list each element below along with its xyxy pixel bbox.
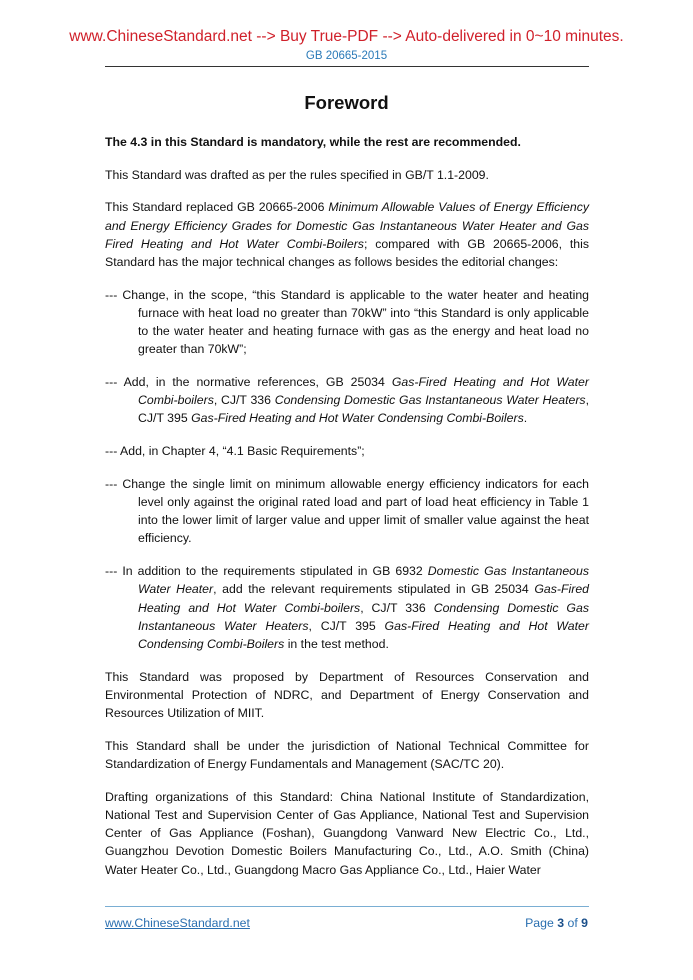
paragraph xyxy=(105,668,589,723)
paragraph xyxy=(105,788,589,879)
paragraph xyxy=(105,198,589,271)
text-segment: Drafting organizations of this Standard: China National Institute of Standardization, National Test and Supervision Center of Gas Appliance, National Test and Supervision Center of Gas Appliance (Foshan), Guangdong Vanward New Electric Co., Ltd., Guangzhou Devotion Domestic Boilers Manufacturing Co., Ltd., A.O. Smith (China) Water Heater Co., Ltd., Guangdong Macro Gas Appliance Co., Ltd., Haier Water xyxy=(105,789,589,877)
text-segment: --- Change, in the scope, “this Standard is applicable to the water heater and heating furnace with heat load no greater than 70kW” into “this Standard is only applicable to the water heater and heating furnace with gas as the energy and heat load no greater than 70kW”; xyxy=(105,287,589,357)
text-segment: --- Add, in the normative references, GB 25034 xyxy=(105,375,392,390)
text-segment: in the test method. xyxy=(284,636,389,651)
text-segment: , CJ/T 395 xyxy=(138,393,590,426)
list-item xyxy=(105,475,589,548)
text-segment: --- In addition to the requirements stipulated in GB 6932 xyxy=(105,564,428,579)
standard-title-text: Gas-Fired Heating and Hot Water Combi-boilers xyxy=(138,582,589,615)
page-prefix: Page xyxy=(525,916,558,930)
standard-title-text: Gas-Fired Heating and Hot Water Condensing Combi-Boilers xyxy=(191,411,524,426)
document-body xyxy=(105,133,589,893)
page-number xyxy=(525,916,588,930)
page-total: 9 xyxy=(581,916,588,930)
standard-title-text: Condensing Domestic Gas Instantaneous Water Heaters xyxy=(274,393,586,408)
text-segment: This Standard shall be under the jurisdiction of National Technical Committee for Standardization of Energy Fundamentals and Management (SAC/TC 20). xyxy=(105,738,589,771)
standard-title-text: Gas-Fired Heating and Hot Water Combi-boilers xyxy=(138,375,589,408)
promo-banner-link[interactable]: www.ChineseStandard.net --> Buy True-PDF --> Auto-delivered in 0~10 minutes. xyxy=(69,28,624,45)
page-current: 3 xyxy=(557,916,565,930)
header-divider xyxy=(105,66,589,67)
standard-title-text: Minimum Allowable Values of Energy Efficiency and Energy Efficiency Grades for Domestic Gas Instantaneous Water Heater and Gas Fired Heating and Hot Water Combi-Boilers xyxy=(105,200,589,251)
text-segment: , add the relevant requirements stipulated in GB 25034 xyxy=(213,582,535,597)
text-segment: , CJ/T 336 xyxy=(360,600,434,615)
footer-website-link[interactable]: www.ChineseStandard.net xyxy=(105,916,250,930)
list-item xyxy=(105,442,589,460)
page-of: of xyxy=(564,916,582,930)
standard-title-text: Gas-Fired Heating and Hot Water Condensing Combi-Boilers xyxy=(138,618,589,651)
paragraph xyxy=(105,166,589,184)
text-segment: --- Add, in Chapter 4, “4.1 Basic Requirements”; xyxy=(105,444,365,459)
text-segment: This Standard replaced GB 20665-2006 xyxy=(105,200,329,215)
text-segment: ; compared with GB 20665-2006, this Standard has the major technical changes as follows besides the editorial changes: xyxy=(105,236,589,270)
list-item xyxy=(105,373,589,428)
footer-divider xyxy=(105,906,589,907)
text-segment: , CJ/T 336 xyxy=(213,393,275,408)
text-segment: This Standard was drafted as per the rules specified in GB/T 1.1-2009. xyxy=(105,167,489,182)
text-segment: --- Change the single limit on minimum allowable energy efficiency indicators for each level only against the original rated load and part of load heat efficiency in Table 1 into the lower limit of larger value and upper limit of smaller value against the heat efficiency. xyxy=(105,476,589,546)
standard-title-text: Condensing Domestic Gas Instantaneous Water Heaters xyxy=(138,600,589,633)
text-segment: This Standard was proposed by Department of Resources Conservation and Environmental Protection of NDRC, and Department of Energy Conservation and Resources Utilization of MIIT. xyxy=(105,669,589,721)
standard-title-text: Domestic Gas Instantaneous Water Heater xyxy=(138,564,589,597)
paragraph xyxy=(105,737,589,773)
list-item xyxy=(105,562,589,653)
list-item xyxy=(105,286,589,359)
text-segment: The 4.3 in this Standard is mandatory, while the rest are recommended. xyxy=(105,135,521,149)
text-segment: . xyxy=(523,411,528,426)
document-number: GB 20665-2015 xyxy=(305,50,388,62)
mandatory-statement xyxy=(105,133,589,151)
text-segment: , CJ/T 395 xyxy=(308,618,385,633)
page-title: Foreword xyxy=(304,92,389,113)
